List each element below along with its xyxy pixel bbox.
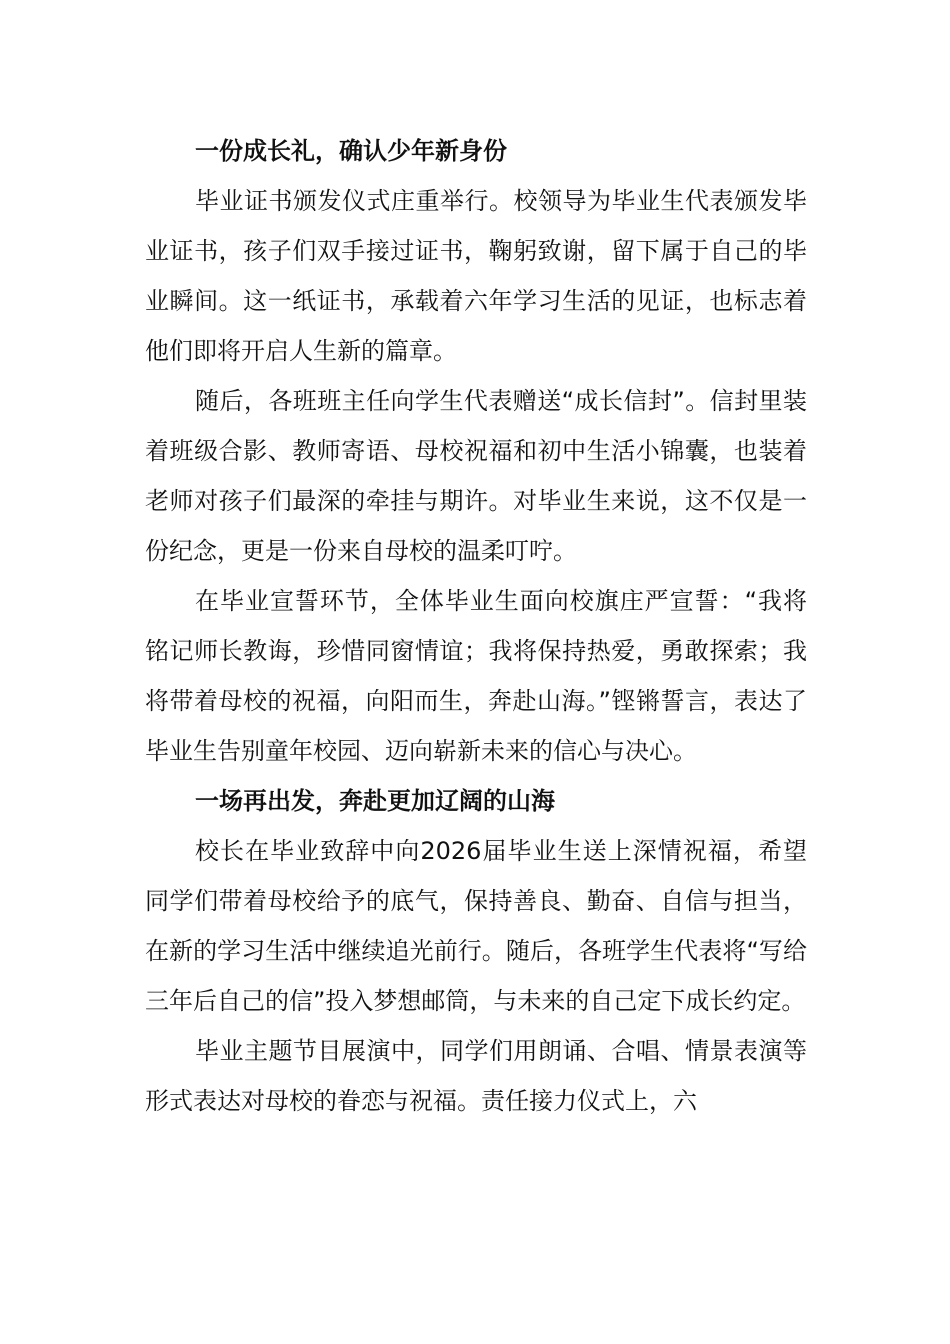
paragraph-graduation-oath: 在毕业宣誓环节，全体毕业生面向校旗庄严宣誓：“我将铭记师长教诲，珍惜同窗情谊；我将保持热爱，勇敢探索；我将带着母校的祝福，向阳而生，奔赴山海。”铿锵誓言，表达了毕业生告别童年校园、迈向崭新未来的信心与决心。 [145, 587, 807, 765]
paragraph-certificate-ceremony: 毕业证书颁发仪式庄重举行。校领导为毕业生代表颁发毕业证书，孩子们双手接过证书，鞠躬致谢，留下属于自己的毕业瞬间。这一纸证书，承载着六年学习生活的见证，也标志着他们即将开启人生新的篇章。 [145, 187, 807, 365]
section-heading-new-journey: 一场再出发，奔赴更加辽阔的山海 [195, 787, 555, 815]
document-page [145, 126, 807, 1126]
section-heading-growth-ceremony: 一份成长礼，确认少年新身份 [195, 137, 507, 165]
paragraph-growth-envelope: 随后，各班班主任向学生代表赠送“成长信封”。信封里装着班级合影、教师寄语、母校祝福和初中生活小锦囊，也装着老师对孩子们最深的牵挂与期许。对毕业生来说，这不仅是一份纪念，更是一份来自母校的温柔叮咛。 [145, 387, 807, 565]
paragraph-performance: 毕业主题节目展演中，同学们用朗诵、合唱、情景表演等形式表达对母校的眷恋与祝福。责任接力仪式上，六 [145, 1037, 807, 1115]
paragraph-principal-speech: 校长在毕业致辞中向2026届毕业生送上深情祝福，希望同学们带着母校给予的底气，保持善良、勤奋、自信与担当，在新的学习生活中继续追光前行。随后，各班学生代表将“写给三年后自己的信”投入梦想邮筒，与未来的自己定下成长约定。 [145, 837, 807, 1015]
